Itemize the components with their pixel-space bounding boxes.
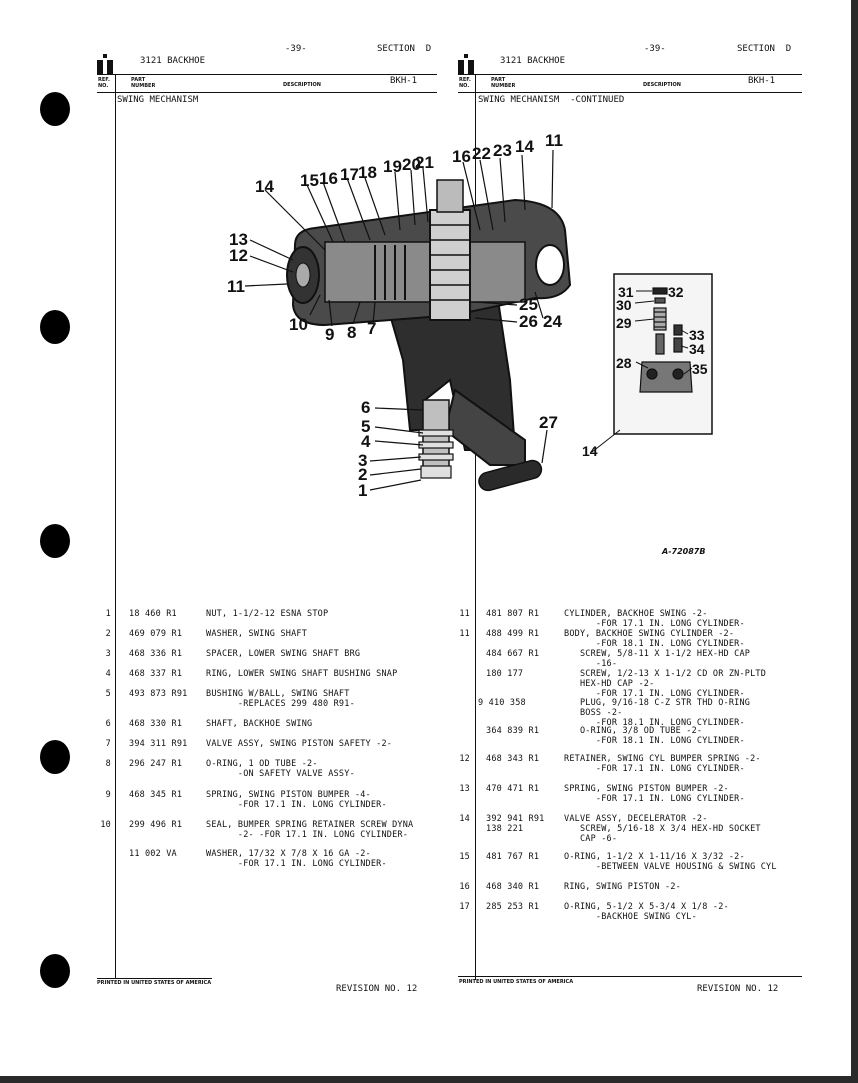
part-description: NUT, 1-1/2-12 ESNA STOP	[206, 609, 329, 619]
code-label: BKH-1	[748, 76, 776, 86]
inset-callout: 30	[616, 297, 632, 313]
part-description: O-RING, 1-1/2 X 1-11/16 X 3/32 -2- -BETWEEN VALVE HOUSING & SWING CYL	[564, 852, 777, 872]
inset-callout: 28	[616, 355, 632, 371]
part-description: WASHER, 17/32 X 7/8 X 16 GA -2- -FOR 17.1 IN. LONG CYLINDER-	[206, 849, 387, 869]
part-description: BUSHING W/BALL, SWING SHAFT -REPLACES 299 480 R91-	[206, 689, 355, 709]
part-ref-no: 2	[105, 629, 111, 639]
footer-revision: REVISION NO. 12	[336, 984, 418, 994]
part-number: 469 079 R1	[129, 629, 183, 639]
model-title: 3121 BACKHOE	[500, 56, 566, 66]
part-description: RING, SWING PISTON -2-	[564, 882, 681, 892]
callout: 17	[340, 165, 359, 184]
part-description: SPRING, SWING PISTON BUMPER -2- -FOR 17.1 IN. LONG CYLINDER-	[564, 784, 745, 804]
ih-logo	[97, 54, 113, 74]
part-number: 468 330 R1	[129, 719, 183, 729]
part-number: 299 496 R1	[129, 820, 183, 830]
part-ref-no: 7	[105, 739, 111, 749]
part-number: 481 767 R1	[486, 852, 540, 862]
part-description: VALVE ASSY, SWING PISTON SAFETY -2-	[206, 739, 393, 749]
footer-revision: REVISION NO. 12	[697, 984, 779, 994]
exploded-view-illustration	[225, 130, 585, 510]
part-description: VALVE ASSY, DECELERATOR -2- SCREW, 5/16-18 X 3/4 HEX-HD SOCKET CAP -6-	[564, 814, 761, 844]
part-description: RING, LOWER SWING SHAFT BUSHING SNAP	[206, 669, 398, 679]
callout: 18	[358, 163, 377, 182]
callout: 2	[358, 465, 368, 484]
callout: 12	[229, 246, 248, 265]
part-number: 468 336 R1	[129, 649, 183, 659]
part-number: 11 002 VA	[129, 849, 177, 859]
callout: 16	[452, 147, 471, 166]
part-ref-no: 14	[459, 814, 470, 824]
col-divider	[115, 74, 116, 92]
part-ref-no: 6	[105, 719, 111, 729]
part-description: O-RING, 3/8 OD TUBE -2- -FOR 18.1 IN. LONG CYLINDER-	[579, 726, 745, 746]
header-rule-top	[97, 74, 437, 75]
part-number: 285 253 R1	[486, 902, 540, 912]
header-rule-top	[458, 74, 802, 75]
binder-hole	[40, 740, 70, 774]
figure-id: A-72087B	[662, 547, 706, 556]
section-label: SECTION D	[737, 44, 792, 54]
part-number: 493 873 R91	[129, 689, 188, 699]
part-number: 18 460 R1	[129, 609, 177, 619]
part-description: PLUG, 9/16-18 C-Z STR THD O-RING BOSS -2- -FOR 18.1 IN. LONG CYLINDER-	[579, 698, 751, 728]
callout: 24	[543, 312, 562, 331]
part-number: 394 311 R91	[129, 739, 188, 749]
col-ref	[98, 77, 110, 89]
part-ref-no: 8	[105, 759, 111, 769]
part-ref-no: 1	[105, 609, 111, 619]
part-description: RETAINER, SWING CYL BUMPER SPRING -2- -FOR 17.1 IN. LONG CYLINDER-	[564, 754, 761, 774]
inset-callout: 31	[618, 284, 634, 300]
center-divider-upper	[475, 600, 476, 601]
callout: 8	[347, 323, 357, 342]
callout: 23	[493, 141, 512, 160]
ih-logo	[458, 54, 474, 74]
cylinder-bore	[325, 242, 525, 302]
part-description: SPACER, LOWER SWING SHAFT BRG	[206, 649, 361, 659]
col-divider	[475, 74, 476, 92]
page-number: -39-	[285, 44, 307, 54]
pinion-gear	[430, 210, 470, 320]
part-ref-no: 4	[105, 669, 111, 679]
end-cap-bore	[296, 263, 310, 287]
part-ref-no: 3	[105, 649, 111, 659]
part-description: O-RING, 1 OD TUBE -2- -ON SAFETY VALVE ASSY-	[206, 759, 355, 779]
callout: 16	[319, 169, 338, 188]
callout: 3	[358, 451, 368, 470]
callout: 9	[325, 325, 335, 344]
part-number: 392 941 R91 138 221	[486, 814, 545, 834]
part-number: 468 343 R1	[486, 754, 540, 764]
part-description: WASHER, SWING SHAFT	[206, 629, 308, 639]
page-number: -39-	[644, 44, 666, 54]
part-ref-no: 11	[459, 629, 470, 639]
part-description: CYLINDER, BACKHOE SWING -2- -FOR 17.1 IN. LONG CYLINDER-	[564, 609, 745, 629]
callout: 22	[472, 144, 491, 163]
part-description: BODY, BACKHOE SWING CYLINDER -2- -FOR 18.1 IN. LONG CYLINDER-	[564, 629, 745, 649]
callout: 19	[383, 157, 402, 176]
part-ref-no: 9	[105, 790, 111, 800]
header-rule-bottom	[458, 92, 802, 93]
inset-callout: 33	[689, 327, 705, 343]
scan-edge	[0, 1076, 858, 1083]
part-number: 488 499 R1	[486, 629, 540, 639]
col-part-line2: NUMBER	[491, 83, 516, 89]
footer-printed: PRINTED IN UNITED STATES OF AMERICA	[97, 980, 212, 986]
callout: 27	[539, 413, 558, 432]
inset-valve-detail	[580, 270, 720, 460]
footer-rule	[458, 976, 802, 977]
section-label: SECTION D	[377, 44, 432, 54]
header-rule-bottom	[97, 92, 437, 93]
inset-callout: 32	[668, 284, 684, 300]
part-number: 470 471 R1	[486, 784, 540, 794]
inset-callout: 29	[616, 315, 632, 331]
inset-callout: 35	[692, 361, 708, 377]
part-description: O-RING, 5-1/2 X 5-3/4 X 1/8 -2- -BACKHOE SWING CYL-	[564, 902, 729, 922]
col-ref-line1: REF.	[98, 77, 110, 83]
callout: 11	[545, 131, 563, 150]
part-description: SCREW, 1/2-13 X 1-1/2 CD OR ZN-PLTD HEX-HD CAP -2- -FOR 17.1 IN. LONG CYLINDER-	[579, 669, 767, 699]
callout: 13	[229, 230, 248, 249]
code-label: BKH-1	[390, 76, 418, 86]
model-title: 3121 BACKHOE	[140, 56, 206, 66]
part-ref-no: 10	[100, 820, 111, 830]
callout: 25	[519, 295, 538, 314]
binder-hole	[40, 310, 70, 344]
col-desc: DESCRIPTION	[283, 82, 321, 88]
part-number: 481 807 R1	[486, 609, 540, 619]
binder-hole	[40, 954, 70, 988]
part-number: 468 337 R1	[129, 669, 183, 679]
callout: 21	[415, 153, 434, 172]
col-desc: DESCRIPTION	[643, 82, 681, 88]
part-ref-no: 17	[459, 902, 470, 912]
part-ref-no: 15	[459, 852, 470, 862]
col-ref-line2: NO.	[98, 83, 109, 89]
part-number: 296 247 R1	[129, 759, 183, 769]
binder-hole	[40, 92, 70, 126]
part-description: SCREW, 5/8-11 X 1-1/2 HEX-HD CAP -16-	[579, 649, 751, 669]
footer-printed: PRINTED IN UNITED STATES OF AMERICA	[459, 979, 574, 985]
callout: 4	[361, 432, 371, 451]
part-ref-no: 5	[105, 689, 111, 699]
callout: 15	[300, 171, 319, 190]
callout: 5	[361, 417, 371, 436]
part-ref-no: 12	[459, 754, 470, 764]
col-ref-line2: NO.	[459, 83, 470, 89]
callout: 6	[361, 398, 371, 417]
cylinder-end-right	[536, 245, 564, 285]
callout: 14	[515, 137, 534, 156]
part-number: 468 340 R1	[486, 882, 540, 892]
binder-hole	[40, 524, 70, 558]
callout: 10	[289, 315, 308, 334]
col-ref	[459, 77, 471, 89]
part-ref-no: 11	[459, 609, 470, 619]
part-description: SEAL, BUMPER SPRING RETAINER SCREW DYNA -2- -FOR 17.1 IN. LONG CYLINDER-	[206, 820, 414, 840]
margin-rule	[115, 92, 116, 978]
inset-callout: 34	[689, 341, 705, 357]
callout: 26	[519, 312, 538, 331]
callout: 20	[402, 155, 421, 174]
callout: 14	[255, 177, 274, 196]
col-part-line1: PART	[131, 77, 146, 83]
section-title: SWING MECHANISM	[117, 95, 199, 105]
col-part-line1: PART	[491, 77, 506, 83]
col-ref-line1: REF.	[459, 77, 471, 83]
part-number: 484 667 R1	[486, 649, 540, 659]
callout: 7	[367, 319, 377, 338]
footer-rule	[97, 978, 212, 979]
part-ref-no: 16	[459, 882, 470, 892]
part-description: SPRING, SWING PISTON BUMPER -4- -FOR 17.1 IN. LONG CYLINDER-	[206, 790, 387, 810]
part-number: 364 839 R1	[486, 726, 540, 736]
part-number: 180 177	[486, 669, 524, 679]
callout: 11	[227, 277, 245, 296]
callout: 1	[358, 481, 368, 500]
col-part-line2: NUMBER	[131, 83, 156, 89]
part-number: 468 345 R1	[129, 790, 183, 800]
col-part	[131, 77, 155, 89]
scan-edge-right	[851, 0, 858, 1083]
part-number: 9 410 358	[478, 698, 526, 708]
inset-callout: 14	[582, 443, 598, 459]
part-description: SHAFT, BACKHOE SWING	[206, 719, 313, 729]
shaft-top-spline	[437, 180, 463, 212]
section-title: SWING MECHANISM -CONTINUED	[478, 95, 625, 105]
col-part	[491, 77, 515, 89]
part-ref-no: 13	[459, 784, 470, 794]
